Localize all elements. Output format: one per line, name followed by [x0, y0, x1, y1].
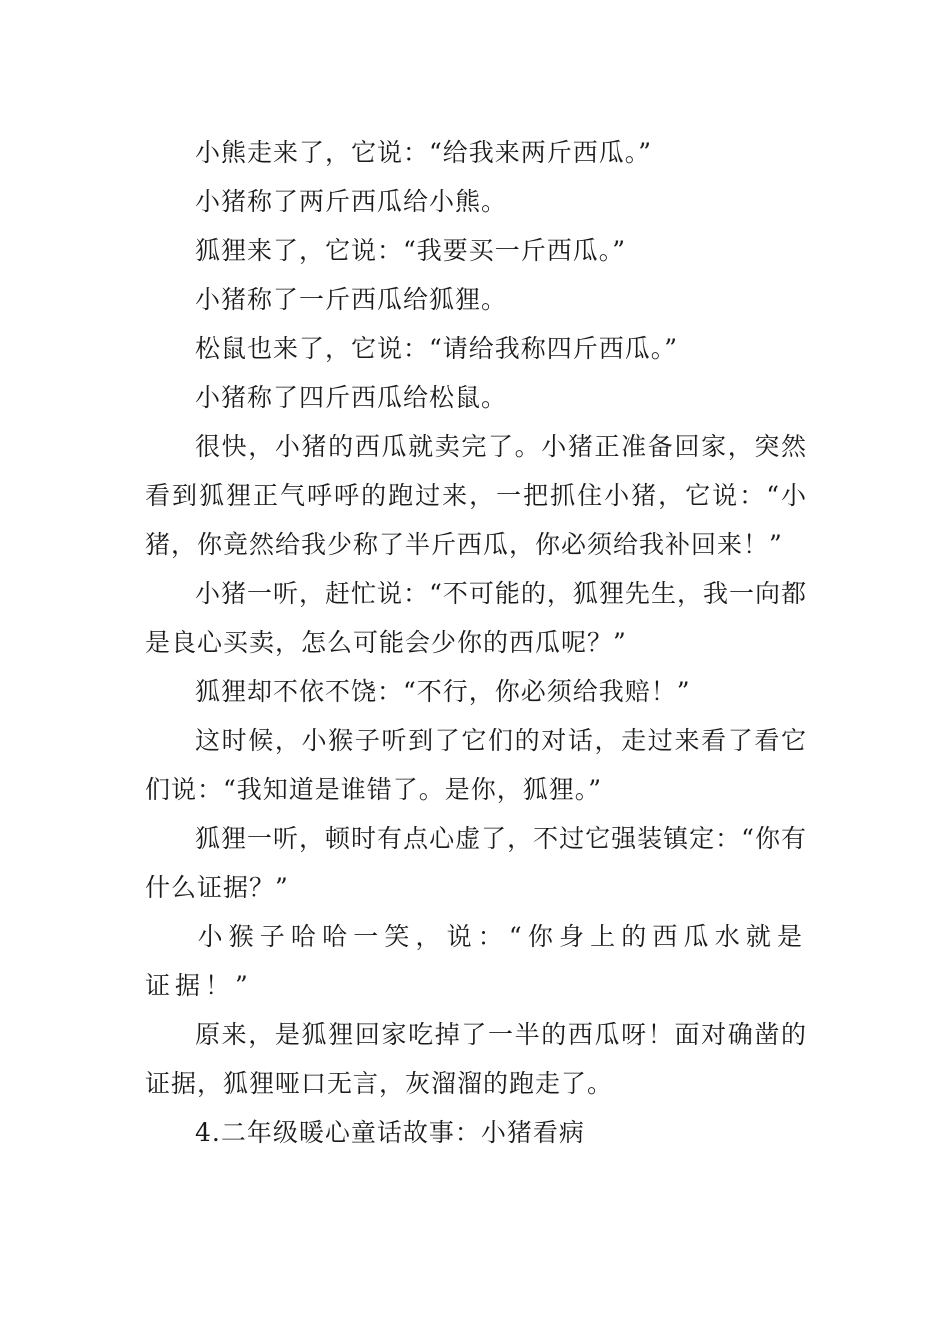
paragraph: 小猴子哈哈一笑，说：“你身上的西瓜水就是证据！” [145, 922, 807, 1000]
paragraph: 小猪称了一斤西瓜给狐狸。 [195, 285, 508, 314]
paragraph: 小熊走来了，它说：“给我来两斤西瓜。” [195, 138, 653, 167]
paragraph: 小猪一听，赶忙说：“不可能的，狐狸先生，我一向都是良心买卖，怎么可能会少你的西瓜呢？” [145, 579, 807, 657]
paragraph: 松鼠也来了，它说：“请给我称四斤西瓜。” [195, 334, 679, 363]
story-body [145, 128, 807, 1157]
paragraph: 狐狸一听，顿时有点心虚了，不过它强装镇定：“你有什么证据？” [145, 824, 807, 902]
paragraph: 原来，是狐狸回家吃掉了一半的西瓜呀！面对确凿的证据，狐狸哑口无言，灰溜溜的跑走了。 [145, 1020, 807, 1098]
paragraph: 小猪称了两斤西瓜给小熊。 [195, 187, 508, 216]
section-heading: 4.二年级暖心童话故事：小猪看病 [195, 1118, 585, 1147]
paragraph: 狐狸来了，它说：“我要买一斤西瓜。” [195, 236, 627, 265]
paragraph: 小猪称了四斤西瓜给松鼠。 [195, 383, 508, 412]
paragraph: 狐狸却不依不饶：“不行，你必须给我赔！” [195, 677, 691, 706]
paragraph: 这时候，小猴子听到了它们的对话，走过来看了看它们说：“我知道是谁错了。是你，狐狸。” [145, 726, 807, 804]
paragraph: 很快，小猪的西瓜就卖完了。小猪正准备回家，突然看到狐狸正气呼呼的跑过来，一把抓住小猪，它说：“小猪，你竟然给我少称了半斤西瓜，你必须给我补回来！” [145, 432, 807, 559]
